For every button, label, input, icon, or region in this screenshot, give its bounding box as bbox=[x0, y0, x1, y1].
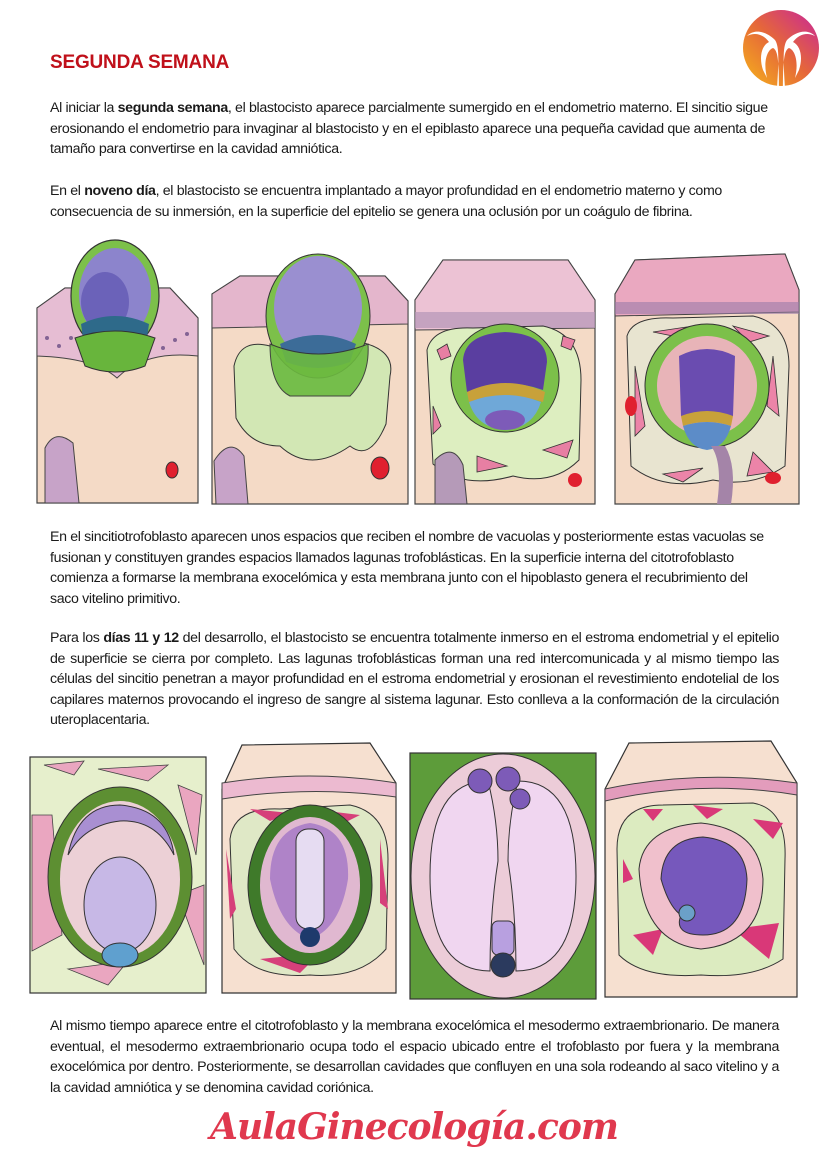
development-stage-6 bbox=[220, 739, 400, 995]
figure-row-2 bbox=[0, 737, 828, 1012]
implantation-stage-4 bbox=[613, 246, 803, 508]
paragraph-days-11-12: Para los días 11 y 12 del desarrollo, el blastocisto se encuentra totalmente inmerso en el estroma endometrial y el epitelio de superficie se cierra por completo. Las lagunas trofoblásticas forman una red intercomunicada y al mismo tiempo las células del sincitio penetran a mayor profundidad en el estroma endometrial y erosionan el revestimiento endotelial de los capilares maternos provocando el ingreso de sangre al sistema lagunar. Esto conlleva a la conformación de la circulación uteroplacentaria. bbox=[50, 630, 779, 729]
implantation-stage-3 bbox=[413, 250, 600, 508]
paragraph-syncytiotrophoblast: En el sincitiotrofoblasto aparecen unos espacios que reciben el nombre de vacuolas y posteriormente estas vacuolas se fusionan y constituyen grandes espacios llamados lagunas trofoblásticas. En la superficie interna del citotrofoblasto comienza a formarse la membrana exocelómica y esta membrana junto con el hipoblasto genera el recubrimiento del saco vitelino primitivo. bbox=[50, 529, 764, 607]
paragraph-intro: Al iniciar la segunda semana, el blastocisto aparece parcialmente sumergido en el endometrio materno. El sincitio sigue erosionando el endometrio para invaginar al blastocisto y en el epiblasto aparece una pequeña cavidad que aumenta de tamaño para convertirse en la cavidad amniótica. bbox=[50, 100, 768, 158]
development-stage-7 bbox=[408, 751, 598, 1001]
development-stage-5 bbox=[28, 755, 208, 995]
uterus-logo-icon bbox=[741, 6, 821, 90]
development-stage-8 bbox=[603, 739, 799, 1001]
paragraph-ninth-day: En el noveno día, el blastocisto se encuentra implantado a mayor profundidad en el endometrio materno y como consecuencia de su inmersión, en la superficie del epitelio se genera una oclusión por un coágulo de fibrina. bbox=[50, 183, 722, 220]
figure-row-1 bbox=[0, 238, 828, 510]
implantation-stage-2 bbox=[210, 246, 410, 508]
paragraph-extraembryonic-mesoderm: Al mismo tiempo aparece entre el citotrofoblasto y la membrana exocelómica el mesodermo extraembrionario. De manera eventual, el mesodermo extraembrionario ocupa todo el espacio ubicado entre el trofoblasto por fuera y la membrana exocelómica por dentro. Posteriormente, se desarrollan cavidades que confluyen en una sola rodeando al saco vitelino y a la cavidad amniótica y se denomina cavidad coriónica. bbox=[50, 1018, 779, 1096]
implantation-stage-1 bbox=[35, 238, 200, 506]
page-title: SEGUNDA SEMANA bbox=[50, 52, 230, 73]
brand-watermark: AulaGinecología.com bbox=[210, 1106, 618, 1148]
